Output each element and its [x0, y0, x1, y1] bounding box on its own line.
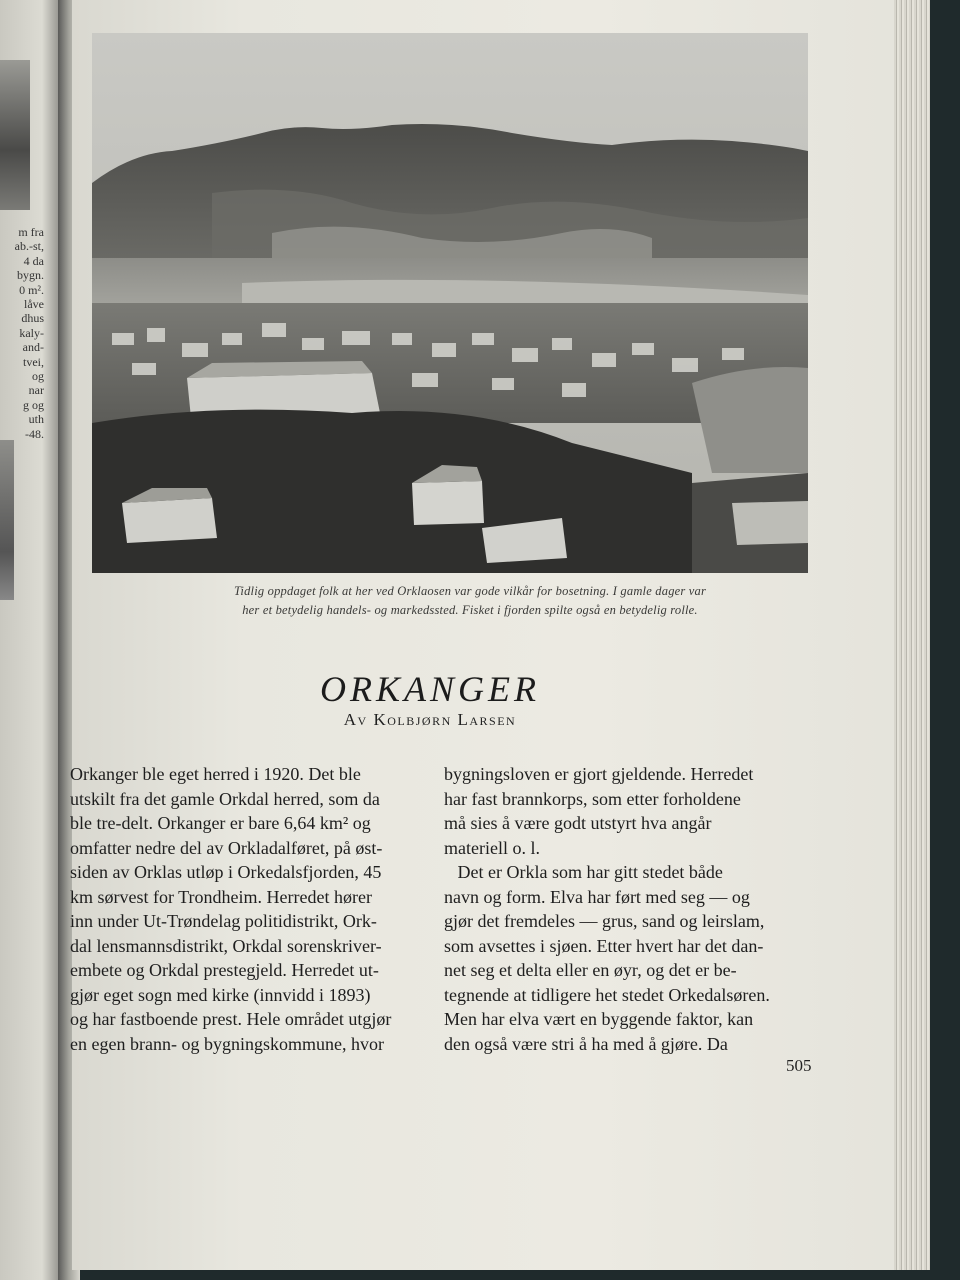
text-line: utskilt fra det gamle Orkdal herred, som da	[70, 788, 380, 809]
facing-page-photo	[0, 60, 30, 210]
article-byline: Av Kolbjørn Larsen	[343, 710, 517, 729]
text-line: navn og form. Elva har ført med seg — og	[444, 886, 750, 907]
text-line: Det er Orkla som har gitt stedet både	[444, 862, 723, 882]
text-line: dal lensmannsdistrikt, Orkdal sorenskriver-	[70, 935, 382, 956]
text-line: tegnende at tidligere het stedet Orkedalsøren.	[444, 984, 770, 1005]
text-line: omfatter nedre del av Orkladalføret, på øst-	[70, 837, 383, 858]
text-line: inn under Ut-Trøndelag politidistrikt, Ork-	[70, 911, 377, 931]
text-column-right	[444, 762, 824, 1056]
text-line: materiell o. l.	[444, 837, 540, 858]
facing-page-text: m fra ab.-st, 4 da bygn. 0 m². låve dhus kaly- and- tvei, og nar g og uth -48.	[14, 225, 44, 441]
text-line: bygningsloven er gjort gjeldende. Herredet	[444, 764, 754, 784]
text-line: ble tre-delt. Orkanger er bare 6,64 km² og	[70, 813, 371, 833]
facing-page-photo-lower	[0, 440, 14, 600]
page-number: 505	[786, 1056, 812, 1075]
caption-line-1: Tidlig oppdaget folk at her ved Orklaosen var gode vilkår for bosetning. I gamle dager var	[233, 584, 707, 598]
town-photograph	[92, 33, 808, 573]
caption-line-2: her et betydelig handels- og markedssted. Fisket i fjorden spilte også en betydelig rolle.	[242, 603, 698, 617]
text-line: den også være stri å ha med å gjøre. Da	[444, 1033, 728, 1054]
text-line: km sørvest for Trondheim. Herredet hører	[70, 886, 372, 907]
text-line: net seg et delta eller en øyr, og det er be-	[444, 960, 737, 980]
text-line: Men har elva vært en byggende faktor, kan	[444, 1009, 754, 1029]
text-line: som avsettes i sjøen. Etter hvert har det dan-	[444, 935, 764, 956]
text-line: har fast brannkorps, som etter forholdene	[444, 788, 741, 809]
text-column-left	[70, 762, 430, 1056]
article-title: ORKANGER	[320, 669, 540, 709]
text-line: Orkanger ble eget herred i 1920. Det ble	[70, 764, 361, 784]
photo-caption	[100, 582, 840, 620]
text-line: siden av Orklas utløp i Orkedalsfjorden, 45	[70, 862, 382, 882]
text-line: gjør eget sogn med kirke (innvidd i 1893)	[70, 984, 371, 1005]
page-edges	[894, 0, 930, 1270]
text-line: og har fastboende prest. Hele området utgjør	[70, 1009, 392, 1029]
text-line: en egen brann- og bygningskommune, hvor	[70, 1033, 384, 1054]
text-line: må sies å være godt utstyrt hva angår	[444, 813, 712, 833]
text-line: gjør det fremdeles — grus, sand og leirslam,	[444, 911, 765, 931]
text-line: embete og Orkdal prestegjeld. Herredet ut-	[70, 960, 379, 980]
